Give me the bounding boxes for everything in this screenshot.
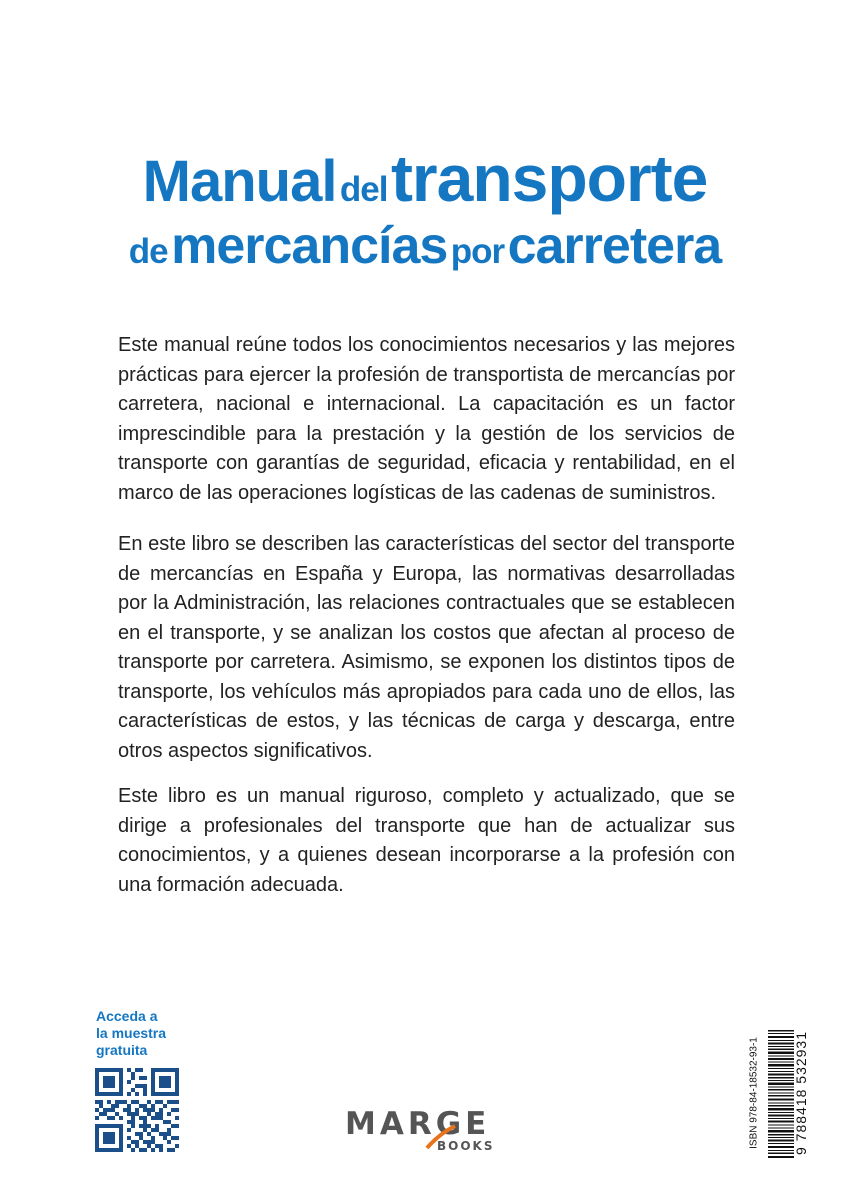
isbn-label: ISBN 978-84-18532-93-1 [748, 1037, 760, 1149]
barcode-digits: 9 788418 532931 [793, 1031, 809, 1155]
description-paragraph-1: Este manual reúne todos los conocimientos necesarios y las mejores prácticas para ejercer la profesión de transportista de mercancías por carretera, nacional e internacional. La capacitación es un factor imprescindible para la prestación y la gestión de los servicios de transporte con garantías de seguridad, eficacia y rentabilidad, en el marco de las operaciones logísticas de las cadenas de suministros. [118, 334, 735, 504]
title-word: carretera [507, 217, 722, 275]
title-word: transporte [390, 141, 708, 215]
barcode-icon [768, 1030, 794, 1158]
book-title-line-1 [0, 140, 850, 216]
description-paragraph-2: En este libro se describen las características del sector del transporte de mercancías en España y Europa, las normativas desarrolladas por la Administración, las relaciones contractuales que se establecen en el transporte, y se analizan los costos que afectan al proceso de transporte por carretera. Asimismo, se exponen los distintos tipos de transporte, los vehículos más apropiados para cada uno de ellos, las características de estos, y las técnicas de carga y descarga, entre otros aspectos significativos. [118, 533, 735, 762]
book-title-line-2 [0, 216, 850, 276]
title-word: por [450, 232, 505, 271]
qr-caption-line: Acceda a [96, 1008, 158, 1024]
title-word: mercancías [171, 217, 448, 275]
qr-caption [96, 1008, 196, 1059]
publisher-logo [343, 1100, 503, 1155]
description-paragraph-3: Este libro es un manual riguroso, completo y actualizado, que se dirige a profesionales del transporte que han de actualizar sus conocimientos, y a quienes desean incorporarse a la profesión con una formación adecuada. [118, 785, 735, 896]
qr-caption-line: gratuita [96, 1042, 148, 1058]
qr-code-icon[interactable] [95, 1068, 179, 1152]
publisher-sub: BOOKS [437, 1139, 495, 1153]
publisher-name: MARGE [345, 1106, 491, 1142]
qr-caption-line: la muestra [96, 1025, 167, 1041]
title-word: Manual [142, 149, 337, 214]
title-word: de [128, 232, 168, 271]
title-word: del [339, 170, 388, 209]
